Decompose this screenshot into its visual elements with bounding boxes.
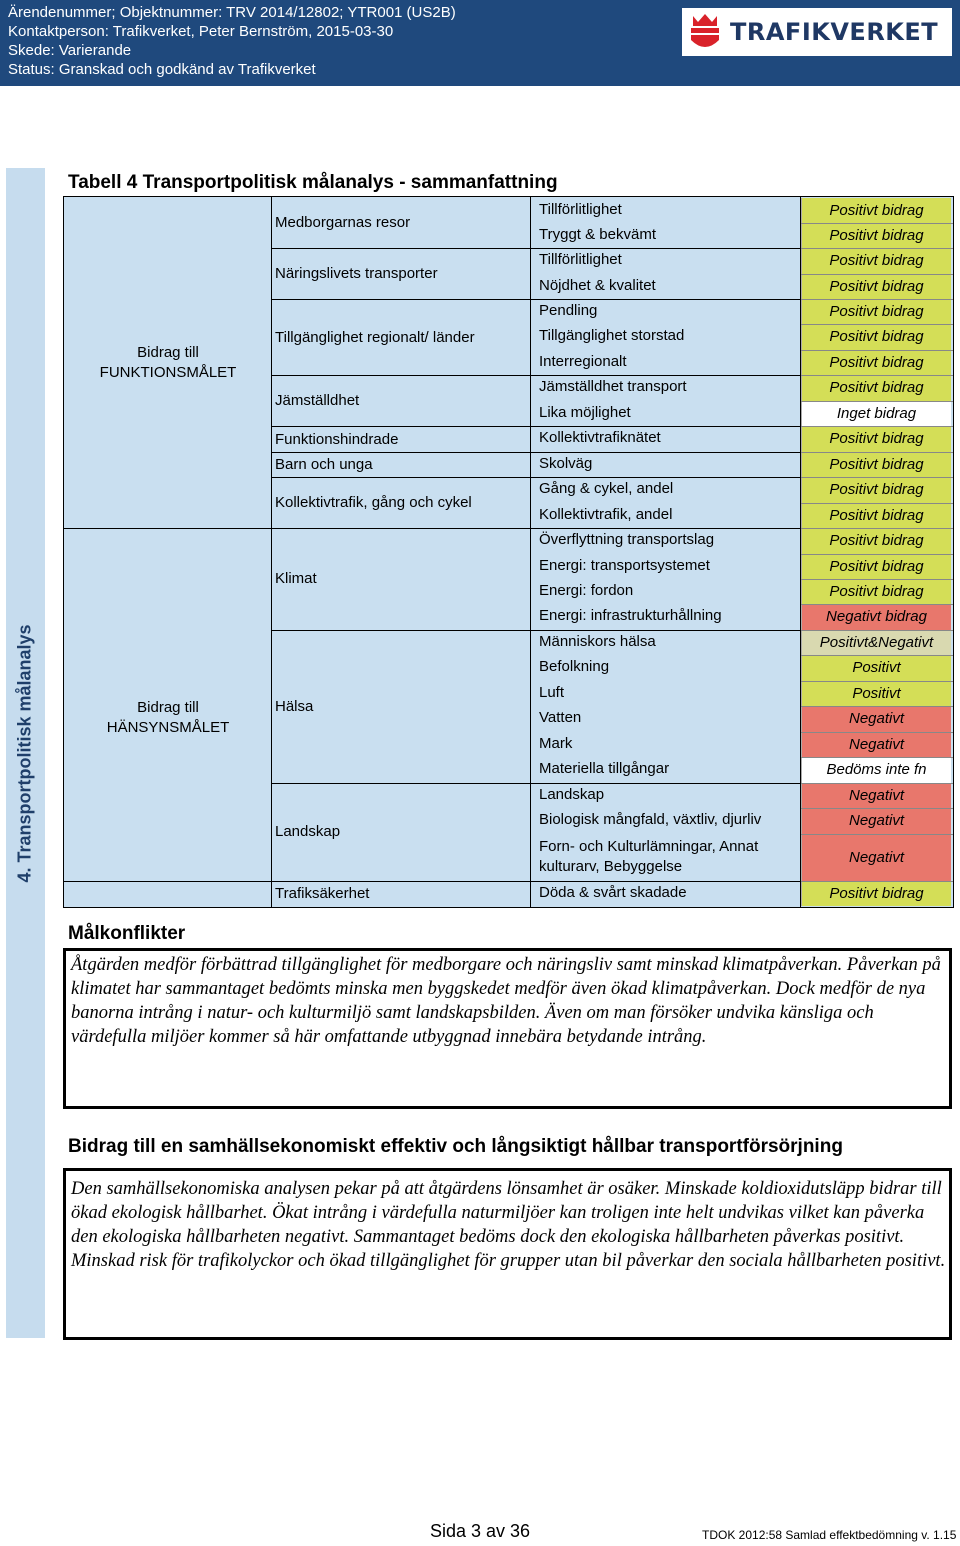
table-row-aspect: Människors hälsa xyxy=(539,633,656,650)
table-row-aspect: Pendling xyxy=(539,302,598,319)
sidebar-label-wrap xyxy=(6,168,45,1338)
table-row-value: Negativt xyxy=(801,732,951,757)
row-divider xyxy=(800,274,953,275)
table-row-value: Positivt&Negativt xyxy=(801,630,951,655)
row-divider xyxy=(800,426,953,427)
row-divider xyxy=(800,375,953,376)
row-divider xyxy=(800,808,953,809)
table-row-value: Positivt bidrag xyxy=(801,274,951,299)
goal-label: Trafiksäkerhet xyxy=(275,885,370,902)
table-rule xyxy=(271,630,800,631)
table-row-aspect: Energi: transportsystemet xyxy=(539,557,710,574)
table-row-value: Positivt bidrag xyxy=(801,554,951,579)
table-row-value: Positivt bidrag xyxy=(801,426,951,452)
table-rule xyxy=(63,881,800,882)
trafikverket-logo xyxy=(682,8,952,56)
table-rule xyxy=(800,197,801,907)
table-rule xyxy=(530,197,531,907)
row-divider xyxy=(800,401,953,402)
goal-label: Landskap xyxy=(275,823,341,840)
row-divider xyxy=(800,579,953,580)
row-divider xyxy=(800,452,953,453)
table-row-value: Positivt bidrag xyxy=(801,350,951,375)
table-row-value: Negativt xyxy=(801,808,951,834)
goal-label: Funktionshindrade xyxy=(275,431,399,448)
row-divider xyxy=(800,324,953,325)
table-row-aspect: Luft xyxy=(539,684,565,701)
table-row-value: Positivt bidrag xyxy=(801,299,951,324)
table-row-value: Positivt bidrag xyxy=(801,477,951,503)
row-divider xyxy=(800,223,953,224)
row-divider xyxy=(800,655,953,656)
table-row-aspect: Forn- och Kulturlämningar, Annat kulturarv, Bebyggelse xyxy=(539,838,759,875)
table-row-aspect: Befolkning xyxy=(539,658,610,675)
table-row-aspect: Lika möjlighet xyxy=(539,404,631,421)
sidebar-label: 4. Transportpolitisk målanalys xyxy=(15,623,35,883)
goal-label: Barn och unga xyxy=(275,456,373,473)
sustainability-box xyxy=(63,1168,952,1340)
table-row-value: Positivt bidrag xyxy=(801,375,951,401)
table-rule xyxy=(271,452,800,453)
goal-label: Kollektivtrafik, gång och cykel xyxy=(275,494,472,511)
header-contact: Kontaktperson: Trafikverket, Peter Bernström, 2015-03-30 xyxy=(8,23,394,40)
table-row-aspect: Jämställdhet transport xyxy=(539,378,687,395)
goal-label: Hälsa xyxy=(275,698,314,715)
table-row-value: Positivt bidrag xyxy=(801,579,951,604)
table-row-value: Bedöms inte fn xyxy=(801,757,951,783)
conflicts-box xyxy=(63,948,952,1109)
row-divider xyxy=(800,881,953,882)
row-divider xyxy=(800,299,953,300)
table-row-value: Negativt xyxy=(801,706,951,732)
header-status: Status: Granskad och godkänd av Trafikverket xyxy=(8,61,316,78)
table-row-aspect: Tillförlitlighet xyxy=(539,251,622,268)
row-divider xyxy=(800,528,953,529)
section-label-funktion: Bidrag till FUNKTIONSMÅLET xyxy=(99,344,237,381)
goal-label: Tillgänglighet regionalt/ länder xyxy=(275,329,475,346)
table-row-value: Positivt bidrag xyxy=(801,503,951,528)
table-rule xyxy=(271,248,800,249)
header-case-number: Ärendenummer; Objektnummer: TRV 2014/12802; YTR001 (US2B) xyxy=(8,4,456,21)
crown-shield-icon xyxy=(684,10,726,54)
document-id: TDOK 2012:58 Samlad effektbedömning v. 1.15 xyxy=(702,1528,957,1542)
table-row-aspect: Nöjdhet & kvalitet xyxy=(539,277,656,294)
row-divider xyxy=(800,630,953,631)
goal-label: Jämställdhet xyxy=(275,392,360,409)
table-row-aspect: Tillgänglighet storstad xyxy=(539,327,685,344)
table-row-aspect: Materiella tillgångar xyxy=(539,760,670,777)
row-divider xyxy=(800,477,953,478)
row-divider xyxy=(800,732,953,733)
table-row-value: Negativt xyxy=(801,783,951,808)
table-row-aspect: Skolväg xyxy=(539,455,593,472)
table-row-aspect: Vatten xyxy=(539,709,582,726)
table-row-aspect: Mark xyxy=(539,735,573,752)
sustainability-text: Den samhällsekonomiska analysen pekar på att åtgärdens lönsamhet är osäker. Minskade koldioxidutsläpp bidrar till ökad ekologisk hållbarhet. Ökat intrång i värdefulla naturmiljöer kan troligen inte helt undvikas vilket kan påverka den ekologiska hållbarheten negativt. Sammantaget bedöms dock den ekologiska hållbarheten påverkas positivt. Minskad risk för trafikolyckor och ökad tillgänglighet för grupper utan bil påverkar den sociala hållbarheten positivt. xyxy=(71,1179,946,1271)
row-divider xyxy=(800,706,953,707)
row-divider xyxy=(800,554,953,555)
table-row-aspect: Gång & cykel, andel xyxy=(539,480,674,497)
section-label-hansyn: Bidrag till HÄNSYNSMÅLET xyxy=(106,699,230,736)
goal-label: Näringslivets transporter xyxy=(275,265,438,282)
row-divider xyxy=(800,834,953,835)
table-rule xyxy=(271,197,272,907)
table-row-value: Positivt bidrag xyxy=(801,324,951,350)
row-divider xyxy=(800,503,953,504)
table-row-value: Positivt xyxy=(801,655,951,681)
table-row-value: Positivt bidrag xyxy=(801,223,951,248)
table-row-value: Positivt bidrag xyxy=(801,248,951,274)
table-row-aspect: Energi: fordon xyxy=(539,582,634,599)
row-divider xyxy=(800,248,953,249)
table-title: Tabell 4 Transportpolitisk målanalys - sammanfattning xyxy=(68,172,558,193)
page-number: Sida 3 av 36 xyxy=(430,1521,531,1541)
document-header xyxy=(0,0,960,86)
sustainability-heading: Bidrag till en samhällsekonomiskt effektiv och långsiktigt hållbar transportförsörjning xyxy=(68,1136,843,1157)
table-rule xyxy=(271,299,800,300)
row-divider xyxy=(800,350,953,351)
table-row-aspect: Interregionalt xyxy=(539,353,627,370)
table-row-value: Positivt bidrag xyxy=(801,452,951,477)
row-divider xyxy=(800,604,953,605)
goal-label: Medborgarnas resor xyxy=(275,214,411,231)
table-row-aspect: Överflyttning transportslag xyxy=(539,531,715,548)
table-row-aspect: Energi: infrastrukturhållning xyxy=(539,607,722,624)
table-row-aspect: Tillförlitlighet xyxy=(539,201,622,218)
row-divider xyxy=(800,757,953,758)
row-divider xyxy=(800,681,953,682)
table-row-aspect: Tryggt & bekvämt xyxy=(539,226,656,243)
goal-label: Klimat xyxy=(275,570,317,587)
table-row-aspect: Biologisk mångfald, växtliv, djurliv xyxy=(539,811,762,828)
table-rule xyxy=(271,783,800,784)
table-row-value: Positivt bidrag xyxy=(801,198,951,223)
table-row-aspect: Kollektivtrafiknätet xyxy=(539,429,661,446)
row-divider xyxy=(800,783,953,784)
table-rule xyxy=(271,477,800,478)
table-row-value: Negativt xyxy=(801,834,951,881)
table-row-aspect: Kollektivtrafik, andel xyxy=(539,506,673,523)
table-row-aspect: Landskap xyxy=(539,786,605,803)
table-row-value: Negativt bidrag xyxy=(801,604,951,630)
table-row-value: Positivt bidrag xyxy=(801,881,951,906)
table-row-value: Positivt bidrag xyxy=(801,528,951,554)
table-row-value: Positivt xyxy=(801,681,951,706)
header-stage: Skede: Varierande xyxy=(8,42,132,59)
conflicts-heading: Målkonflikter xyxy=(68,923,186,944)
table-rule xyxy=(271,426,800,427)
table-row-value: Inget bidrag xyxy=(801,401,951,426)
logo-wordmark: TRAFIKVERKET xyxy=(730,18,939,46)
table-rule xyxy=(271,375,800,376)
table-row-aspect: Döda & svårt skadade xyxy=(539,884,687,901)
table-rule xyxy=(63,528,800,529)
conflicts-text: Åtgärden medför förbättrad tillgänglighet för medborgare och näringsliv samt minskad klimatpåverkan. Påverkan på klimatet har sammantaget bedömts minska men byggskedet medför även ökad klimatpåverkan. Dock medför de nya banorna intrång i natur- och kulturmiljö samt landskapsbilden. Även om man försöker undvika känsliga och värdefulla miljöer kommer så här omfattande utbyggnad innebära betydande intrång. xyxy=(71,955,941,1047)
